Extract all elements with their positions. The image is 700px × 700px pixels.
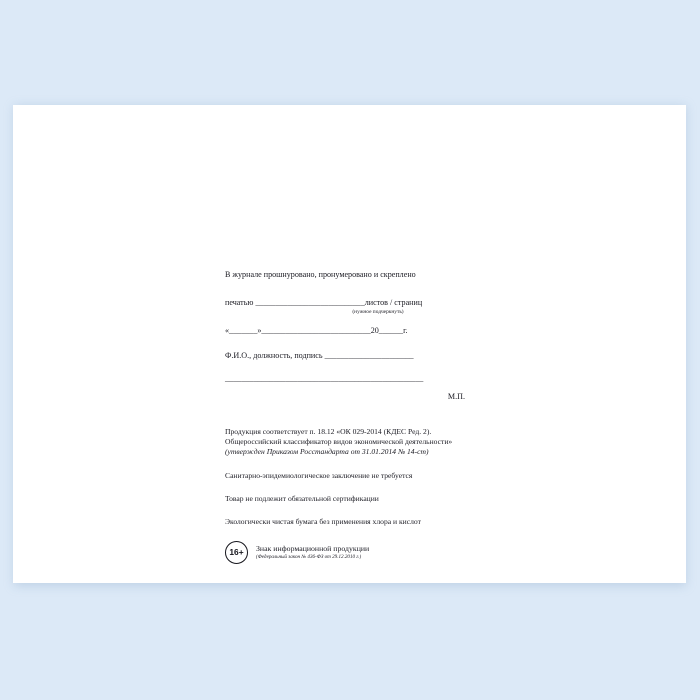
document-content: [225, 270, 465, 564]
seal-place-label: М.П.: [447, 391, 465, 401]
certification-note: Товар не подлежит обязательной сертификации: [225, 493, 379, 503]
seal-line: печатью ___________________________листов / страниц: [225, 298, 423, 308]
journal-line: В журнале прошнуровано, пронумеровано и скреплено: [225, 270, 416, 279]
compliance-line-1: Продукция соответствует п. 18.12 «ОК 029-2014 (КДЕС Ред. 2).: [225, 426, 432, 436]
date-line: «_______»___________________________20______г.: [225, 326, 408, 336]
age-mark-row: [225, 541, 465, 564]
age-mark-title: Знак информационной продукции: [256, 544, 370, 554]
document-page: [13, 105, 686, 583]
signature-line: Ф.И.О., должность, подпись ______________________: [225, 351, 414, 361]
age-mark-sub: (Федеральный закон № 436-ФЗ от 29.12.2010 г.): [256, 554, 362, 561]
sanitary-note: Санитарно-эпидемиологическое заключение не требуется: [225, 470, 413, 480]
paper-note: Экологически чистая бумага без применения хлора и кислот: [225, 516, 421, 526]
age-rating-icon: 16+: [225, 541, 248, 564]
blank-line: _________________________________________________: [225, 374, 424, 384]
compliance-line-2: Общероссийский классификатор видов экономической деятельности»: [225, 436, 453, 446]
compliance-line-3: (утвержден Приказом Росстандарта от 31.01.2014 № 14-ст): [225, 446, 429, 456]
seal-note-text: (нужное подчеркнуть): [352, 309, 404, 316]
age-mark-text: [256, 544, 369, 560]
seal-note: [225, 309, 465, 315]
